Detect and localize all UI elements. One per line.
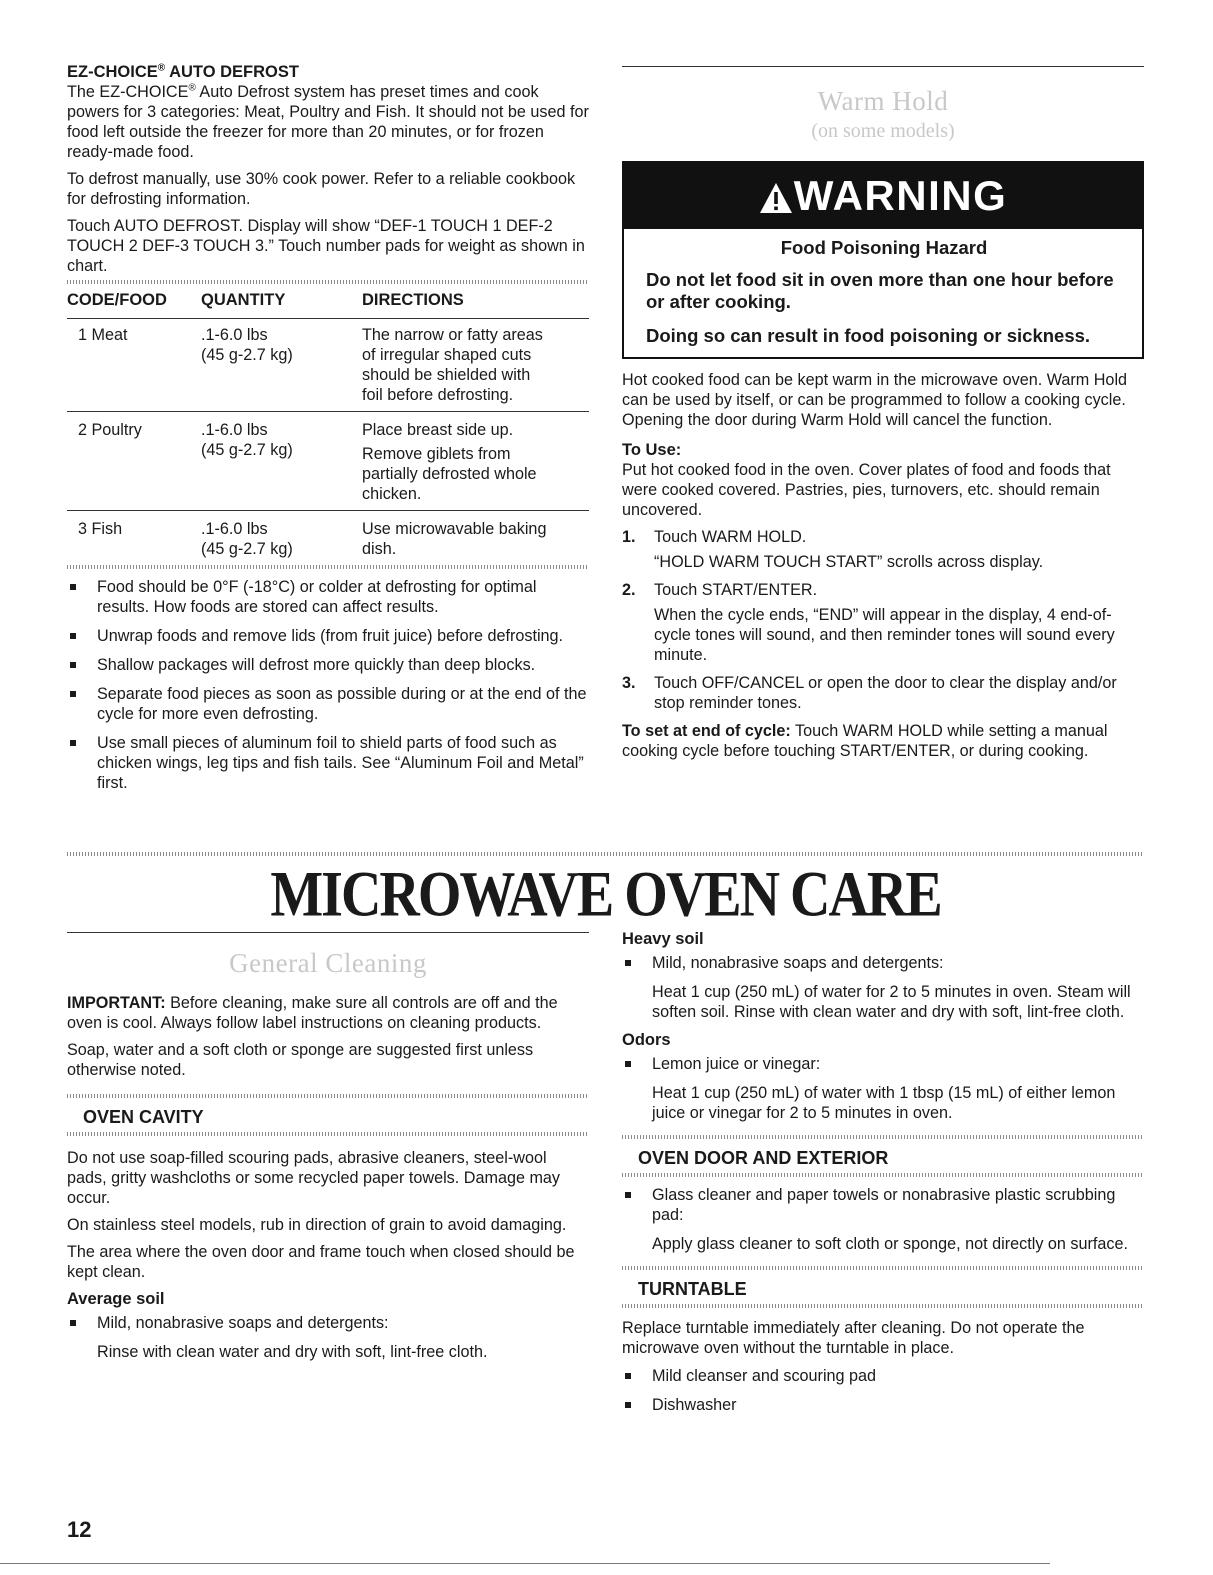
- list-item: 2. Touch START/ENTER. When the cycle ends, “END” will appear in the display, 4 end-of-cycle tones will sound, and then reminder tones will sound every minute.: [622, 581, 1115, 664]
- warm-hold-title: Warm Hold: [817, 86, 949, 116]
- warning-triangle-icon: [759, 182, 793, 214]
- page-title: MICROWAVE OVEN CARE: [270, 859, 941, 931]
- col-quantity: QUANTITY: [201, 291, 286, 309]
- list-item: Mild, nonabrasive soaps and detergents:: [622, 953, 1144, 973]
- warm-hold-steps: [622, 527, 1144, 713]
- manual-defrost-text: To defrost manually, use 30% cook power. Refer to a reliable cookbook for defrosting information.: [67, 170, 576, 208]
- turntable-list: [622, 1366, 1144, 1415]
- odors-list: [622, 1054, 1144, 1074]
- turntable-heading: TURNTABLE: [638, 1279, 747, 1299]
- list-item: Dishwasher: [622, 1395, 1144, 1415]
- list-item: Shallow packages will defrost more quickly than deep blocks.: [67, 655, 589, 675]
- soil-cleaning-section: [622, 929, 1144, 1424]
- col-code-food: CODE/FOOD: [67, 291, 167, 309]
- oven-door-list: [622, 1185, 1144, 1225]
- general-cleaning-section: [67, 930, 589, 1370]
- warning-line-2: Doing so can result in food poisoning or sickness.: [646, 325, 1091, 346]
- turntable-text: Replace turntable immediately after cleaning. Do not operate the microwave oven without the turntable in place.: [622, 1319, 1085, 1357]
- defrost-table: [67, 280, 589, 569]
- table-row: 2 Poultry .1-6.0 lbs (45 g-2.7 kg) Place breast side up. Remove giblets from partially defrosted whole chicken.: [78, 421, 537, 503]
- list-item: Use small pieces of aluminum foil to shield parts of food such as chicken wings, leg tips and fish tails. See “Aluminum Foil and Metal” first.: [67, 733, 589, 793]
- odors-heading: Odors: [622, 1031, 671, 1049]
- end-of-cycle-text: To set at end of cycle: Touch WARM HOLD while setting a manual cooking cycle before touching START/ENTER, or during cooking.: [622, 722, 1108, 760]
- to-use-heading: To Use:: [622, 441, 682, 459]
- auto-defrost-heading: EZ-CHOICE® AUTO DEFROST: [67, 62, 299, 81]
- cavity-text-3: The area where the oven door and frame touch when closed should be kept clean.: [67, 1243, 575, 1281]
- oven-door-detail: Apply glass cleaner to soft cloth or sponge, not directly on surface.: [652, 1235, 1128, 1253]
- col-directions: DIRECTIONS: [362, 291, 464, 309]
- defrost-table-header: [67, 286, 589, 318]
- warning-banner: WARNING: [624, 163, 1142, 229]
- defrost-tips-list: [67, 577, 589, 793]
- warning-line-1: Do not let food sit in oven more than one hour before or after cooking.: [646, 269, 1114, 312]
- table-row: 1 Meat .1-6.0 lbs (45 g-2.7 kg) The narrow or fatty areas of irregular shaped cuts should be shielded with foil before defrosting.: [78, 326, 543, 404]
- warm-hold-intro: Hot cooked food can be kept warm in the microwave oven. Warm Hold can be used by itself, or can be programmed to follow a cooking cycle. Opening the door during Warm Hold will cancel the function.: [622, 371, 1128, 429]
- auto-defrost-touch-text: Touch AUTO DEFROST. Display will show “DEF-1 TOUCH 1 DEF-2 TOUCH 2 DEF-3 TOUCH 3.” Touch number pads for weight as shown in chart.: [67, 217, 585, 275]
- list-item: Mild cleanser and scouring pad: [622, 1366, 1144, 1386]
- table-row: 3 Fish .1-6.0 lbs (45 g-2.7 kg) Use microwavable baking dish.: [78, 520, 547, 558]
- heavy-soil-heading: Heavy soil: [622, 930, 704, 948]
- cavity-text-2: On stainless steel models, rub in direction of grain to avoid damaging.: [67, 1216, 567, 1234]
- auto-defrost-intro: The EZ-CHOICE® Auto Defrost system has preset times and cook powers for 3 categories: Meat, Poultry and Fish. It should not be used for food left outside the freezer for more than 20 minutes, or for frozen ready-made food.: [67, 82, 589, 161]
- warning-box: [622, 161, 1144, 359]
- heavy-soil-list: [622, 953, 1144, 973]
- list-item: Food should be 0°F (-18°C) or colder at defrosting for optimal results. How foods are stored can affect results.: [67, 577, 589, 617]
- list-item: Glass cleaner and paper towels or nonabrasive plastic scrubbing pad:: [622, 1185, 1144, 1225]
- list-item: Mild, nonabrasive soaps and detergents:: [67, 1313, 589, 1333]
- page-number: 12: [67, 1517, 92, 1542]
- list-item: 3. Touch OFF/CANCEL or open the door to clear the display and/or stop reminder tones.: [622, 674, 1117, 712]
- average-soil-heading: Average soil: [67, 1290, 165, 1308]
- average-soil-detail: Rinse with clean water and dry with soft, lint-free cloth.: [97, 1343, 488, 1361]
- average-soil-list: [67, 1313, 589, 1333]
- warm-hold-section: [622, 62, 1144, 768]
- warning-hazard: Food Poisoning Hazard: [780, 237, 988, 258]
- important-text: IMPORTANT: Before cleaning, make sure all controls are off and the oven is cool. Always follow label instructions on cleaning products.: [67, 994, 558, 1032]
- oven-cavity-heading: OVEN CAVITY: [83, 1107, 204, 1127]
- cavity-text-1: Do not use soap-filled scouring pads, abrasive cleaners, steel-wool pads, gritty washcloths or some recycled paper towels. Damage may occur.: [67, 1149, 561, 1207]
- list-item: Lemon juice or vinegar:: [622, 1054, 1144, 1074]
- heavy-soil-detail: Heat 1 cup (250 mL) of water for 2 to 5 minutes in oven. Steam will soften soil. Rinse with clean water and dry with soft, lint-free cloth.: [652, 983, 1131, 1021]
- general-cleaning-title: General Cleaning: [229, 948, 427, 978]
- to-use-text: Put hot cooked food in the oven. Cover plates of food and foods that were cooked covered. Pastries, pies, turnovers, etc. should remain uncovered.: [622, 461, 1111, 519]
- warm-hold-subtitle: (on some models): [811, 120, 955, 142]
- auto-defrost-section: [67, 62, 589, 802]
- soap-text: Soap, water and a soft cloth or sponge are suggested first unless otherwise noted.: [67, 1041, 534, 1079]
- list-item: Separate food pieces as soon as possible during or at the end of the cycle for more even defrosting.: [67, 684, 589, 724]
- oven-door-heading: OVEN DOOR AND EXTERIOR: [638, 1148, 889, 1168]
- list-item: Unwrap foods and remove lids (from fruit juice) before defrosting.: [67, 626, 589, 646]
- odors-detail: Heat 1 cup (250 mL) of water with 1 tbsp (15 mL) of either lemon juice or vinegar for 2 to 5 minutes in oven.: [652, 1084, 1116, 1122]
- list-item: 1. Touch WARM HOLD. “HOLD WARM TOUCH START” scrolls across display.: [622, 528, 1044, 571]
